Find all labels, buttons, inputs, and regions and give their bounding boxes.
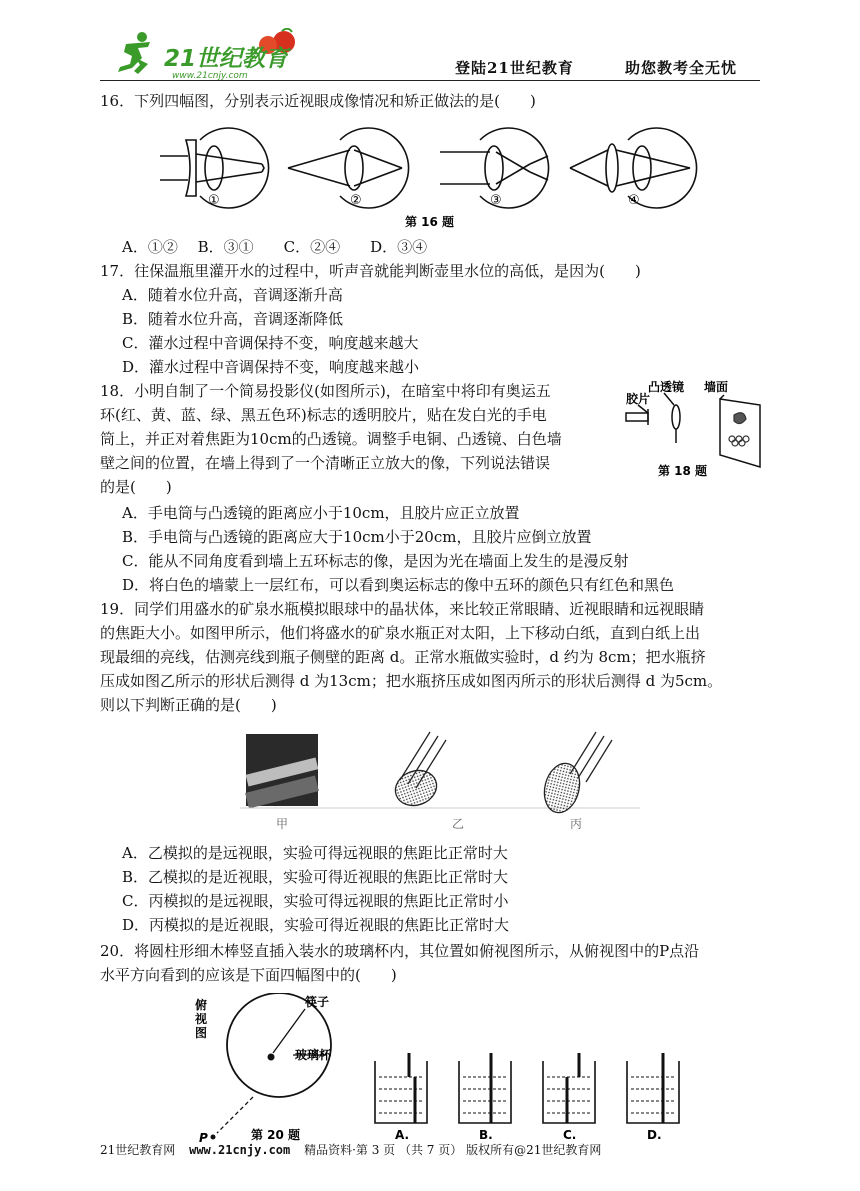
q19-figure — [240, 728, 640, 838]
header-slogan-right: 助您教考全无忧 — [625, 59, 738, 77]
q18-stem-line-5: 的是( ) — [100, 478, 172, 496]
q18-caption: 第 18 题 — [658, 464, 708, 478]
flashlight-icon — [626, 413, 648, 421]
q17-option-b: B．随着水位升高，音调逐渐降低 — [122, 310, 344, 328]
q20-stem-line-2: 水平方向看到的应该是下面四幅图中的( ) — [100, 966, 397, 984]
q17-stem: 17．往保温瓶里灌开水的过程中，听声音就能判断壶里水位的高低，是因为( ) — [100, 262, 641, 280]
q20-label-topview-2: 视 — [195, 1012, 208, 1026]
q20-choice-d — [627, 1053, 679, 1123]
q19-stem-line-5: 则以下判断正确的是( ) — [100, 696, 277, 714]
q16-label-1: ① — [208, 193, 220, 208]
q19-option-c: C．丙模拟的是远视眼，实验可得远视眼的焦距比正常时小 — [122, 892, 509, 910]
q20-label-chopstick: 筷子 — [305, 995, 330, 1009]
wall-screen — [720, 399, 760, 467]
q19-photo-jia — [245, 734, 319, 808]
q18-label-film: 胶片 — [626, 392, 651, 406]
q19-stem-line-3: 现最细的亮线，估测亮线到瓶子侧壁的距离 d。正常水瓶做实验时，d 约为 8cm；把水瓶挤 — [100, 648, 706, 666]
footer — [100, 1141, 601, 1158]
q20-choice-label-d: D. — [647, 1128, 662, 1142]
q16-label-3: ③ — [490, 193, 502, 208]
q19-option-b: B．乙模拟的是近视眼，实验可得近视眼的焦距比正常时大 — [122, 868, 509, 886]
q17-option-c: C．灌水过程中音调保持不变，响度越来越大 — [122, 334, 419, 352]
q19-bottle-bing — [539, 732, 612, 816]
olympic-logo-icon — [729, 413, 749, 446]
header-slogan-left: 登陆21世纪教育 — [455, 59, 574, 77]
q17-option-a: A．随着水位升高，音调逐渐升高 — [122, 286, 343, 304]
q19-stem-line-2: 的焦距大小。如图甲所示，他们将盛水的矿泉水瓶正对太阳，上下移动白纸，直到白纸上出 — [100, 624, 701, 642]
q18-label-wall: 墙面 — [704, 380, 729, 394]
logo — [108, 28, 308, 80]
q19-stem-line-1: 19．同学们用盛水的矿泉水瓶模拟眼球中的晶状体，来比较正常眼睛、近视眼睛和远视眼睛 — [100, 600, 705, 618]
q17-option-d: D．灌水过程中音调保持不变，响度越来越小 — [122, 358, 420, 376]
q18-stem-line-2: 环(红、黄、蓝、绿、黑五色环)标志的透明胶片，贴在发白光的手电 — [100, 406, 547, 424]
q18-option-a: A．手电筒与凸透镜的距离应小于10cm，且胶片应正立放置 — [122, 504, 520, 522]
q18-option-d: D．将白色的墙蒙上一层红布，可以看到奥运标志的像中五环的颜色只有红色和黑色 — [122, 576, 675, 594]
footer-site: 21世纪教育网 — [100, 1143, 176, 1157]
q18-stem-line-4: 壁之间的位置，在墙上得到了一个清晰正立放大的像，下列说法错误 — [100, 454, 551, 472]
q19-option-a: A．乙模拟的是远视眼，实验可得远视眼的焦距比正常时大 — [122, 844, 508, 862]
q20-label-glass: 玻璃杯 — [295, 1048, 332, 1062]
q18-label-lens: 凸透镜 — [648, 380, 685, 394]
footer-url[interactable]: www.21cnjy.com — [189, 1143, 291, 1157]
lens-icon — [672, 405, 680, 429]
q18-stem-line-1: 18．小明自制了一个简易投影仪(如图所示)，在暗室中将印有奥运五 — [100, 382, 551, 400]
q20-choice-label-c: C. — [563, 1128, 577, 1142]
q19-label-jia: 甲 — [276, 817, 289, 831]
q18-option-b: B．手电筒与凸透镜的距离应大于10cm小于20cm，且胶片应倒立放置 — [122, 528, 592, 546]
q20-figure — [195, 993, 715, 1145]
q18-stem-line-3: 筒上，并正对着焦距为10cm的凸透镜。调整手电铜、凸透镜、白色墙 — [100, 430, 562, 448]
q20-label-point: P — [199, 1131, 208, 1145]
logo-url: www.21cnjy.com — [172, 71, 248, 80]
q20-label-topview-1: 俯 — [195, 998, 208, 1012]
header-rule — [100, 80, 760, 81]
q19-stem-line-4: 压成如图乙所示的形状后测得 d 为13cm；把水瓶挤压成如图丙所示的形状后测得 d 为5cm。 — [100, 672, 723, 690]
q20-choice-a — [375, 1053, 427, 1123]
q16-options: A．①② B．③① C．②④ D．③④ — [122, 238, 428, 256]
q20-choice-label-a: A. — [395, 1128, 410, 1142]
q16-label-2: ② — [350, 193, 362, 208]
q16-label-4: ④ — [628, 193, 640, 208]
q20-top-view — [199, 993, 332, 1145]
q19-label-yi: 乙 — [452, 817, 465, 831]
q16-diagram-2 — [288, 128, 409, 208]
q16-caption: 第 16 题 — [405, 215, 455, 228]
q20-caption: 第 20 题 — [251, 1128, 301, 1142]
running-figure-icon — [118, 32, 150, 74]
q20-stem-line-1: 20．将圆柱形细木棒竖直插入装水的玻璃杯内，其位置如俯视图所示，从俯视图中的P点沿 — [100, 942, 700, 960]
q16-figure — [150, 118, 720, 228]
q18-option-c: C．能从不同角度看到墙上五环标志的像，是因为光在墙面上发生的是漫反射 — [122, 552, 629, 570]
q19-bottle-yi — [390, 732, 446, 811]
q19-label-bing: 丙 — [570, 817, 583, 831]
header — [0, 0, 860, 82]
q20-choice-c — [543, 1053, 595, 1123]
footer-info: 精品资料·第 3 页 （共 7 页） 版权所有@21世纪教育网 — [304, 1143, 602, 1157]
q20-choice-b — [459, 1053, 511, 1123]
logo-text: 21世纪教育 — [164, 46, 289, 72]
q20-choice-label-b: B. — [479, 1128, 493, 1142]
q19-option-d: D．丙模拟的是近视眼，实验可得近视眼的焦距比正常时大 — [122, 916, 510, 934]
q18-figure — [620, 375, 770, 485]
chopstick-dot — [268, 1054, 275, 1061]
q20-label-topview-3: 图 — [195, 1026, 208, 1040]
q16-stem: 16．下列四幅图，分别表示近视眼成像情况和矫正做法的是( ) — [100, 92, 536, 110]
